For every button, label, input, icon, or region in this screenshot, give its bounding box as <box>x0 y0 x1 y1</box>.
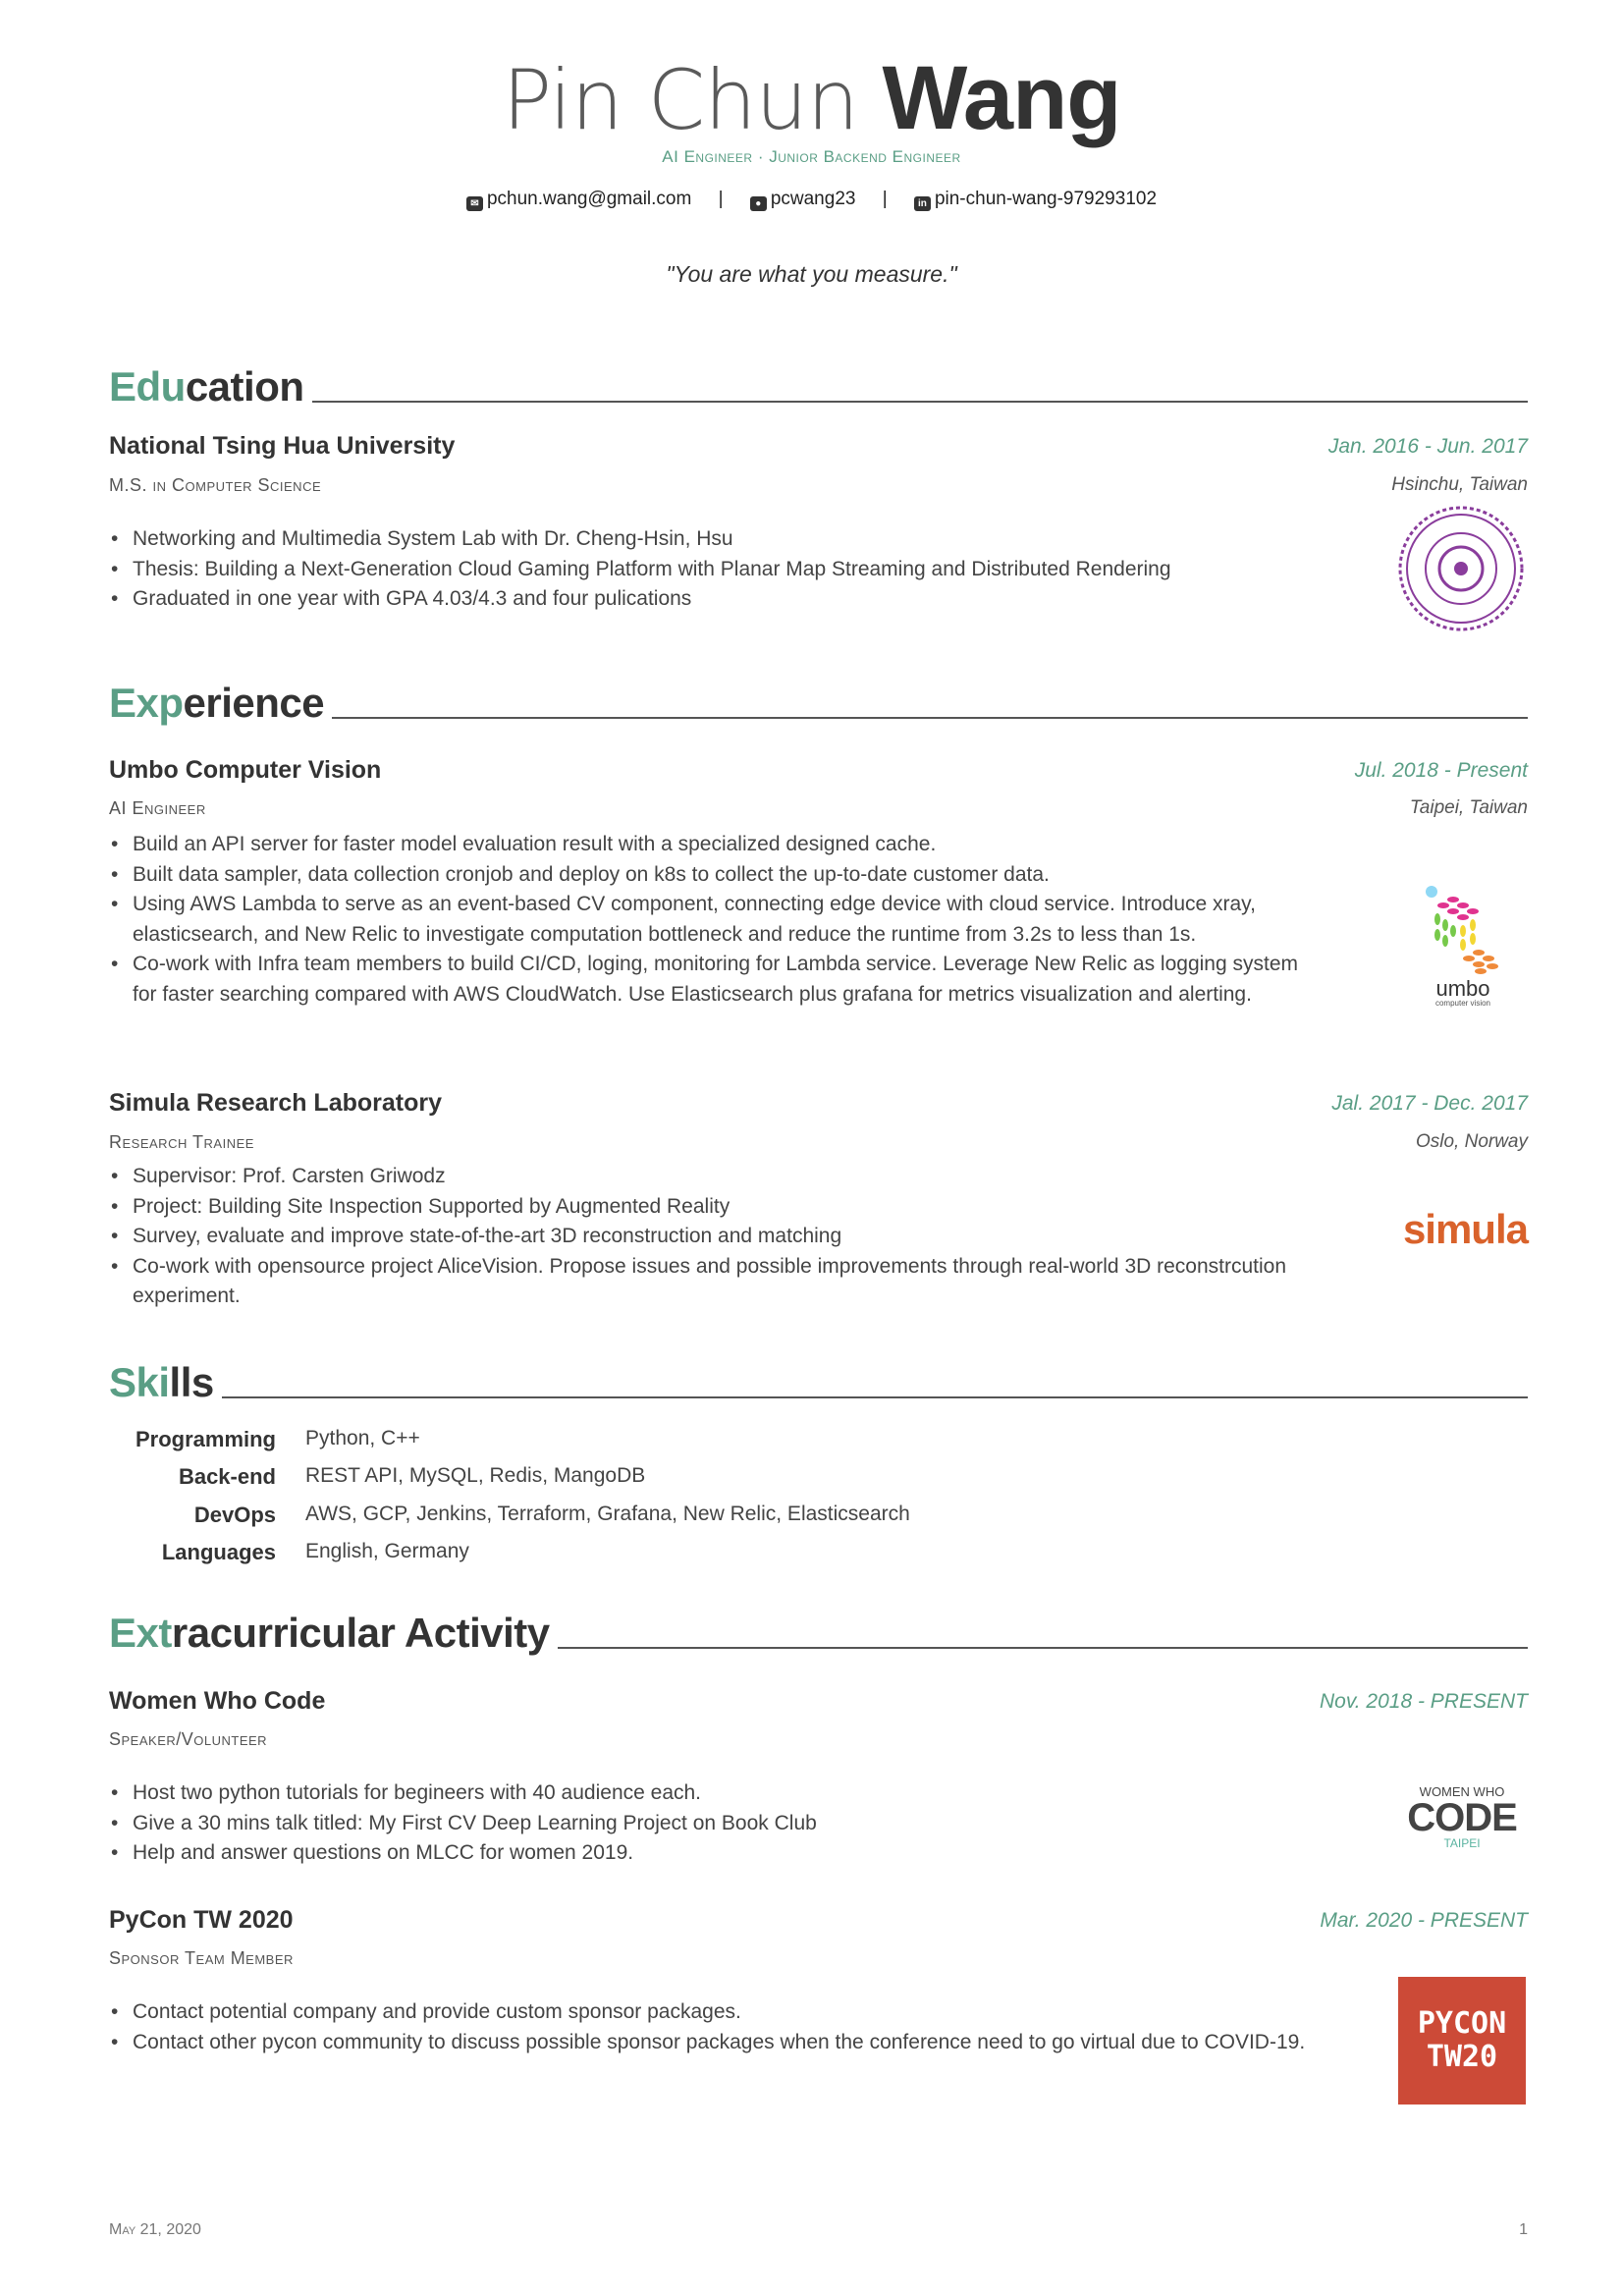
separator: | <box>882 189 888 209</box>
entry-date: Mar. 2020 - PRESENT <box>1320 1909 1528 1932</box>
simula-logo: simula <box>1402 1206 1528 1252</box>
list-item: • Networking and Multimedia System Lab with Dr. Cheng-Hsin, Hsu <box>109 524 1317 555</box>
list-item: • Contact other pycon community to discuss possible sponsor packages when the conference need to go virtual due to COVID-19. <box>109 2028 1317 2058</box>
skill-value: Python, C++ <box>305 1427 420 1449</box>
list-item: • Using AWS Lambda to serve as an event-based CV component, connecting edge device with cloud service. Introduce xray, elasticsearch, and New Relic to investigate computation bottleneck and reduce the runtime from 3.2s to less than 1s. <box>109 890 1317 950</box>
list-item: • Project: Building Site Inspection Supported by Augmented Reality <box>109 1192 1317 1223</box>
section-heading: Experience <box>109 680 325 726</box>
skill-row <box>109 1464 645 1490</box>
skill-key: Languages <box>161 1540 276 1564</box>
bullet-list <box>109 1162 1317 1312</box>
footer-date: May 21, 2020 <box>109 2221 201 2238</box>
section-education <box>109 365 1528 409</box>
list-item: • Survey, evaluate and improve state-of-the-art 3D reconstruction and matching <box>109 1222 1317 1252</box>
entry-date: Jul. 2018 - Present <box>1354 759 1528 782</box>
linkedin-icon: in <box>914 196 931 211</box>
entry-location: Oslo, Norway <box>1415 1131 1528 1152</box>
list-item: • Thesis: Building a Next-Generation Cloud Gaming Platform with Planar Map Streaming and Distributed Rendering <box>109 555 1317 585</box>
logo-text: TAIPEI <box>1443 1836 1481 1850</box>
entry-location: Taipei, Taiwan <box>1409 797 1528 818</box>
entry-title: Simula Research Laboratory <box>109 1089 443 1117</box>
pycon-tw-logo <box>1398 1977 1526 2105</box>
section-extracurricular <box>109 1612 1528 1655</box>
umbo-logo-text: umbo <box>1435 976 1490 1001</box>
list-item: • Graduated in one year with GPA 4.03/4.3 and four pulications <box>109 584 1317 615</box>
envelope-icon: ✉ <box>466 196 483 211</box>
entry-role: Sponsor Team Member <box>109 1948 294 1968</box>
skill-row <box>109 1540 469 1565</box>
separator: | <box>718 189 724 209</box>
list-item: • Host two python tutorials for begineers with 40 audience each. <box>109 1778 1317 1809</box>
entry-date: Nov. 2018 - PRESENT <box>1319 1690 1528 1713</box>
section-heading: Skills <box>109 1359 214 1405</box>
skill-value: REST API, MySQL, Redis, MangoDB <box>305 1464 646 1487</box>
bullet-list <box>109 524 1317 615</box>
github-icon: ● <box>750 196 767 211</box>
position-title: AI Engineer · Junior Backend Engineer <box>662 147 961 166</box>
entry-role: M.S. in Computer Science <box>109 475 322 495</box>
list-item: • Built data sampler, data collection cronjob and deploy on k8s to collect the up-to-date customer data. <box>109 860 1317 891</box>
list-item: • Build an API server for faster model evaluation result with a specialized designed cache. <box>109 830 1317 860</box>
logo-text: CODE <box>1407 1796 1517 1839</box>
skill-key: DevOps <box>193 1503 276 1527</box>
skill-key: Programming <box>135 1427 276 1451</box>
last-name: Wang <box>882 48 1121 148</box>
section-skills <box>109 1361 1528 1404</box>
list-item: • Give a 30 mins talk titled: My First CV Deep Learning Project on Book Club <box>109 1809 1317 1839</box>
umbo-cube-icon <box>1424 884 1502 974</box>
skill-value: English, Germany <box>305 1540 469 1562</box>
first-name: Pin Chun <box>502 52 858 148</box>
nthu-seal-logo <box>1396 504 1526 633</box>
divider <box>312 401 1528 403</box>
entry-location: Hsinchu, Taiwan <box>1391 474 1528 495</box>
candidate-name <box>0 49 1623 149</box>
entry-date: Jal. 2017 - Dec. 2017 <box>1331 1092 1528 1115</box>
entry-title: National Tsing Hua University <box>109 432 456 460</box>
list-item: • Help and answer questions on MLCC for women 2019. <box>109 1838 1317 1869</box>
page-number: 1 <box>1519 2221 1528 2238</box>
list-item: • Co-work with opensource project AliceVision. Propose issues and possible improvements through real-world 3D reconstrcution experiment. <box>109 1252 1317 1312</box>
divider <box>222 1396 1528 1398</box>
umbo-logo-subtext: computer vision <box>1434 999 1491 1008</box>
logo-text: WOMEN WHO <box>1419 1784 1505 1799</box>
women-who-code-logo <box>1396 1785 1528 1849</box>
bullet-list <box>109 1778 1317 1869</box>
divider <box>332 717 1528 719</box>
skill-row <box>109 1427 420 1452</box>
entry-role: Research Trainee <box>109 1132 254 1152</box>
umbo-logo <box>1414 884 1512 1008</box>
skill-value: AWS, GCP, Jenkins, Terraform, Grafana, New Relic, Elasticsearch <box>305 1503 910 1525</box>
linkedin-link[interactable]: pin-chun-wang-979293102 <box>934 189 1158 209</box>
bullet-list <box>109 830 1317 1011</box>
contact-info <box>0 189 1623 211</box>
entry-title: PyCon TW 2020 <box>109 1906 294 1934</box>
entry-role: Speaker/Volunteer <box>109 1729 268 1749</box>
bullet-list <box>109 1997 1317 2057</box>
section-heading: Education <box>109 363 304 410</box>
entry-title: Umbo Computer Vision <box>109 756 382 784</box>
section-experience <box>109 682 1528 725</box>
logo-text: TW20 <box>1426 2040 1498 2074</box>
entry-date: Jan. 2016 - Jun. 2017 <box>1327 435 1528 458</box>
entry-title: Women Who Code <box>109 1687 326 1715</box>
list-item: • Co-work with Infra team members to build CI/CD, loging, monitoring for Lambda service. Leverage New Relic as logging system for faster searching compared with AWS CloudWatch. Use Elasticsearch plus grafana for metrics visualization and alerting. <box>109 950 1317 1010</box>
entry-role: AI Engineer <box>109 798 206 818</box>
list-item: • Supervisor: Prof. Carsten Griwodz <box>109 1162 1317 1192</box>
github-link[interactable]: pcwang23 <box>770 189 856 209</box>
quote: "You are what you measure." <box>666 261 957 287</box>
skill-key: Back-end <box>178 1464 276 1489</box>
email-link[interactable]: pchun.wang@gmail.com <box>486 189 692 209</box>
list-item: • Contact potential company and provide custom sponsor packages. <box>109 1997 1317 2028</box>
section-heading: Extracurricular Activity <box>109 1610 550 1656</box>
skill-row <box>109 1503 910 1528</box>
divider <box>558 1647 1528 1649</box>
logo-text: PYCON <box>1417 2006 1507 2041</box>
